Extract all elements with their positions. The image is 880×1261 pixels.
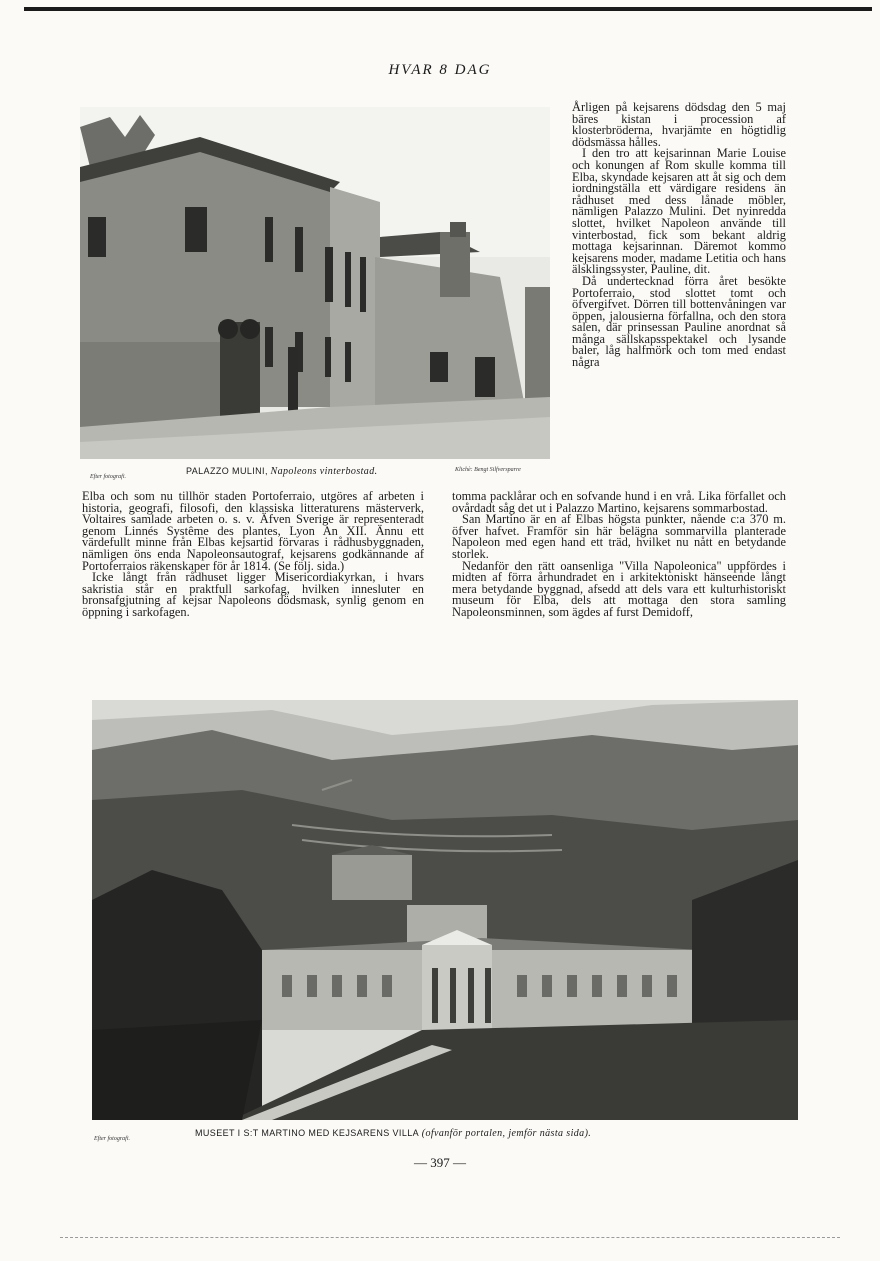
right-column-text xyxy=(572,102,786,369)
page-number: — 397 — xyxy=(414,1155,466,1170)
wide-column-text xyxy=(452,491,786,619)
photo-credit-left: Efter fotografi. xyxy=(90,474,126,480)
paragraph: Då undertecknad förra året besökte Portoferraio, stod slottet tomt och öfvergifvet. Dörren till bottenvåningen var öppen, jalousierna förfallna, och den stora salen, där prinsessan Pauline anordnat så många sällskapsspektakel och lysande baler, låg halfmörk och tom med endast några xyxy=(572,273,786,370)
figure2-caption-main: MUSEET I S:T MARTINO MED KEJSARENS VILLA xyxy=(195,1128,420,1138)
paragraph: Årligen på kejsarens dödsdag den 5 maj bäres kistan i procession af klosterbröderna, hvarjämte en högtidlig dödsmässa hålles. xyxy=(572,100,786,149)
figure1-caption-sub: Napoleons vinterbostad. xyxy=(270,466,378,477)
bottom-rule xyxy=(60,1237,840,1238)
photo-credit-left-2: Efter fotografi. xyxy=(94,1136,130,1142)
photo-palazzo-mulini xyxy=(80,107,550,459)
figure2-caption-sub: (ofvanför portalen, jemför nästa sida). xyxy=(421,1128,592,1139)
figure2-caption xyxy=(195,1128,591,1139)
paragraph: Nedanför den rätt oansenliga "Villa Napoleonica" uppfördes i midten af förra århundradet en i arkitektoniskt hänseende långt mera betydande byggnad, afsedd att dels vara ett kulturhistoriskt museum för Elba, dels att mottaga den stora samling Napoleonsminnen, som ägdes af furst Demidoff, xyxy=(452,558,786,619)
paragraph: Icke långt från rådhuset ligger Misericordiakyrkan, i hvars sakristia står en praktfull sarkofag, hvilken innesluter en bronsafgjutning af kejsar Napoleons dödsmask, synlig genom en öppning i sarkofagen. xyxy=(82,570,424,619)
photo-san-martino xyxy=(92,700,798,1120)
running-header: HVAR 8 DAG xyxy=(388,62,492,78)
paragraph: San Martino är en af Elbas högsta punkter, nående c:a 370 m. öfver hafvet. Framför sin här belägna sommarvilla planterade Napoleon med egen hand ett träd, hvilket nu nått en betydande storlek. xyxy=(452,512,786,561)
san-martino-illustration xyxy=(92,700,798,1120)
figure1-caption-main: PALAZZO MULINI, xyxy=(186,466,268,476)
palazzo-illustration xyxy=(80,107,550,459)
top-rule xyxy=(24,7,872,11)
paragraph: Elba och som nu tillhör staden Portoferraio, utgöres af arbeten i historia, geografi, filosofi, den klassiska litteraturens mästerverk, Voltaires samlade arbeten o. s. v. Äfven Sverige är representeradt genom Linnés Systême des plantes, Lyon An XII. Ännu ett värdefullt minne från Elbas kejsartid förvaras i rådhusbyggnaden, nämligen öns enda Napoleonsautograf, kejsarens godkännande af Portoferraios räkenskaper för år 1814. (Se följ. sida.) xyxy=(82,489,424,573)
paragraph: I den tro att kejsarinnan Marie Louise och konungen af Rom skulle komma till Elba, skyndade kejsaren att åt sig och dem iordningställa ett värdigare residens än rådhuset med dess lånade möbler, nämligen Palazzo Mulini. Det nyinredda slottet, hvilket Napoleon använde till vinterbostad, fick som bekant aldrig mottaga kejsarinnan. Däremot kommo kejsarens moder, madame Letitia och hans älsklingssyster, Pauline, dit. xyxy=(572,146,786,277)
left-column-text xyxy=(82,491,424,619)
photo-credit-right: Klichè: Bengt Silfversparre xyxy=(455,467,521,473)
figure1-caption xyxy=(186,466,378,477)
paragraph: tomma packlårar och en sofvande hund i en vrå. Lika förfallet och ovårdadt såg det ut i Palazzo Martino, kejsarens sommarbostad. xyxy=(452,489,786,515)
